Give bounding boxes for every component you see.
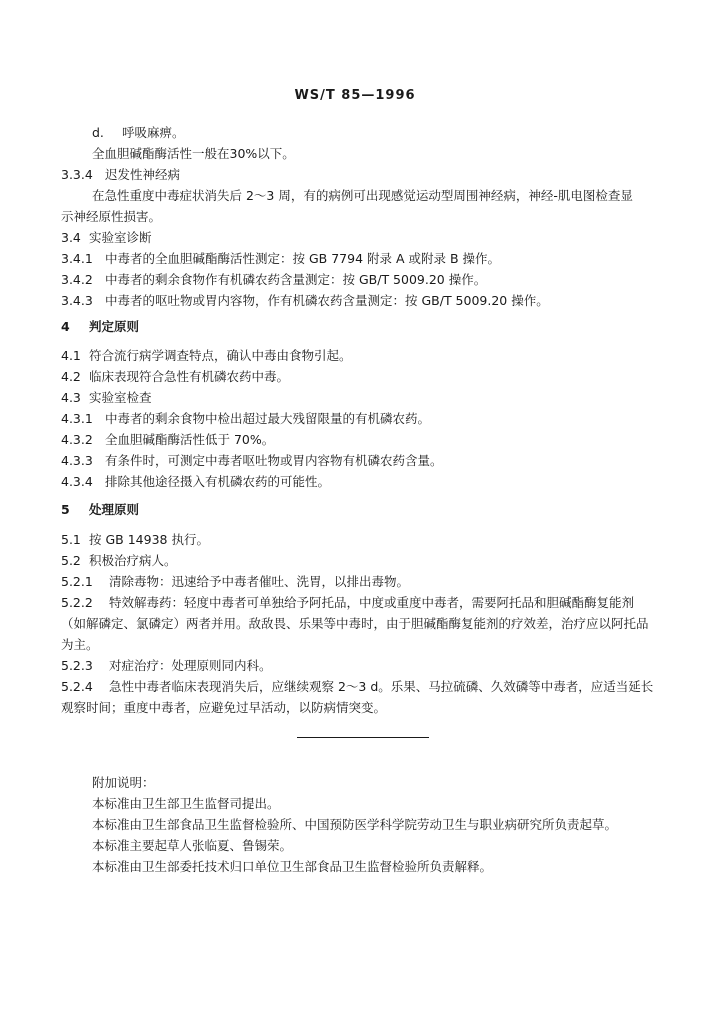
section-3-4-2 [61,271,486,289]
paragraph-line: 在急性重度中毒症状消失后 2～3 周，有的病例可出现感觉运动型周围神经病，神经-肌电图检查显 [92,188,633,203]
section-5-2-1 [61,573,409,591]
section-text: 临床表现符合急性有机磷农药中毒。 [89,369,290,384]
section-number: 5.2 [61,553,81,568]
section-text: 排除其他途径摄入有机磷农药的可能性。 [105,474,331,489]
section-number: 3.4.2 [61,272,93,287]
item-d-label: d. [92,125,104,140]
section-title: 迟发性神经病 [105,167,181,182]
section-text: 对症治疗：处理原则同内科。 [109,658,272,673]
appendix-title: 附加说明： [92,775,155,790]
section-5-heading [61,501,139,519]
section-4-heading [61,318,139,336]
section-text: 特效解毒药：轻度中毒者可单独给予阿托品，中度或重度中毒者，需要阿托品和胆碱酯酶复能剂 [109,595,635,610]
section-text: 急性中毒者临床表现消失后，应继续观察 2～3 d。乐果、马拉硫磷、久效磷等中毒者，应适当延长 [109,679,654,694]
section-5-2-2 [61,594,634,612]
section-5-2-4 [61,678,653,696]
section-number: 5.2.4 [61,679,93,694]
section-text: 清除毒物：迅速给予中毒者催吐、洗胃，以排出毒物。 [109,574,410,589]
section-text: 符合流行病学调查特点，确认中毒由食物引起。 [89,348,352,363]
section-4-1 [61,347,352,365]
appendix-line: 本标准由卫生部卫生监督司提出。 [92,796,280,811]
section-number: 3.4.1 [61,251,93,266]
paragraph-line: （如解磷定、氯磷定）两者并用。敌敌畏、乐果等中毒时，由于胆碱酯酶复能剂的疗效差，治疗应以阿托品 [61,616,649,631]
section-text: 有条件时，可测定中毒者呕吐物或胃内容物有机磷农药含量。 [105,453,443,468]
section-text: 中毒者的剩余食物作有机磷农药含量测定：按 GB/T 5009.20 操作。 [105,272,487,287]
section-text: 中毒者的全血胆碱酯酶活性测定：按 GB 7794 附录 A 或附录 B 操作。 [105,251,501,266]
section-number: 5.2.3 [61,658,93,673]
section-4-3-4 [61,473,330,491]
section-number: 3.3.4 [61,167,93,182]
section-title: 实验室诊断 [89,230,152,245]
section-number: 4.3 [61,390,81,405]
item-d [92,124,185,142]
section-text: 实验室检查 [89,390,152,405]
paragraph-line: 示神经原性损害。 [61,209,162,224]
cholinesterase-note: 全血胆碱酯酶活性一般在30%以下。 [92,146,295,161]
section-number: 4.1 [61,348,81,363]
section-number: 4.3.1 [61,411,93,426]
section-number: 4.3.4 [61,474,93,489]
paragraph-line: 观察时间；重度中毒者，应避免过早活动，以防病情突变。 [61,700,387,715]
appendix-line: 本标准由卫生部委托技术归口单位卫生部食品卫生监督检验所负责解释。 [92,859,493,874]
section-title: 处理原则 [89,502,140,517]
standard-code-header: WS/T 85—1996 [294,88,416,103]
appendix-line: 本标准主要起草人张临夏、鲁锡荣。 [92,838,293,853]
section-number: 4.2 [61,369,81,384]
section-number: 4.3.2 [61,432,93,447]
section-3-4-3 [61,292,549,310]
section-3-4-heading [61,229,152,247]
section-number: 3.4.3 [61,293,93,308]
section-number: 3.4 [61,230,81,245]
section-number: 4.3.3 [61,453,93,468]
section-number: 5.2.2 [61,595,93,610]
section-number: 5 [61,502,70,517]
section-4-3-2 [61,431,274,449]
paragraph-line: 为主。 [61,637,99,652]
section-title: 判定原则 [89,319,140,334]
appendix-line: 本标准由卫生部食品卫生监督检验所、中国预防医学科学院劳动卫生与职业病研究所负责起草。 [92,817,618,832]
section-4-2 [61,368,289,386]
section-5-2 [61,552,177,570]
section-4-3-3 [61,452,443,470]
section-4-3-1 [61,410,430,428]
section-3-4-1 [61,250,500,268]
section-number: 5.2.1 [61,574,93,589]
section-5-2-3 [61,657,272,675]
section-number: 5.1 [61,532,81,547]
section-5-1 [61,531,209,549]
section-text: 中毒者的剩余食物中检出超过最大残留限量的有机磷农药。 [105,411,431,426]
section-text: 积极治疗病人。 [89,553,177,568]
section-text: 全血胆碱酯酶活性低于 70%。 [105,432,275,447]
section-number: 4 [61,319,70,334]
item-d-text: 呼吸麻痹。 [122,125,185,140]
section-3-3-4-heading [61,166,180,184]
end-divider [297,737,429,738]
section-text: 中毒者的呕吐物或胃内容物，作有机磷农药含量测定：按 GB/T 5009.20 操作。 [105,293,549,308]
section-4-3 [61,389,152,407]
section-text: 按 GB 14938 执行。 [89,532,209,547]
